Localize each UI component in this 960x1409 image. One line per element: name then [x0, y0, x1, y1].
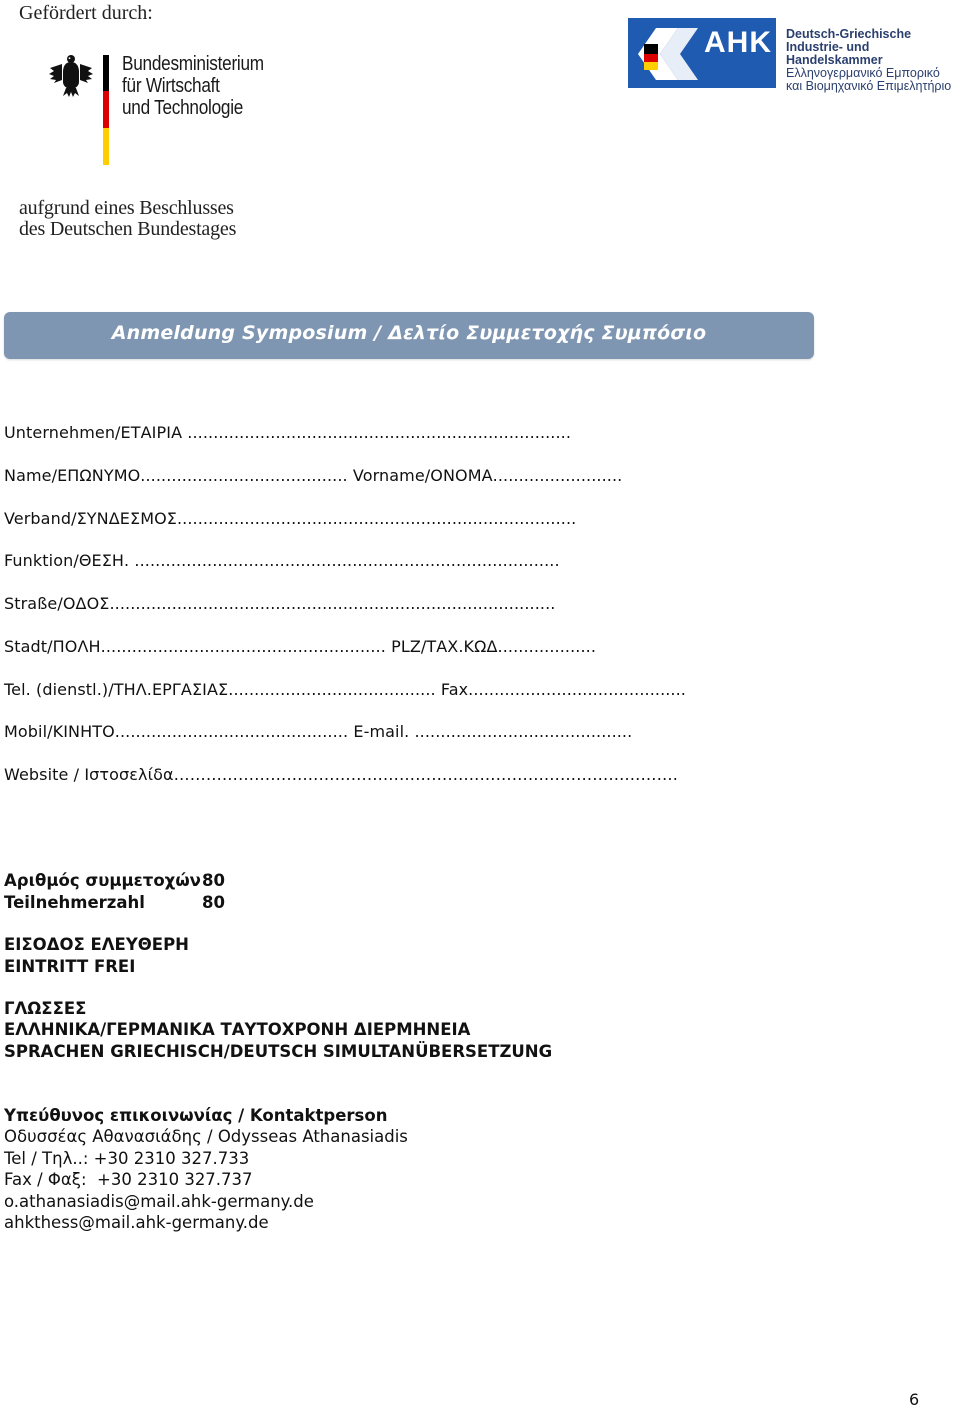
form-line-company: Unternehmen/ΕΤΑΙΡΙΑ .......................................................................... [4, 423, 572, 442]
banner-title: Anmeldung Symposium / Δελτίο Συμμετοχής Συμπόσιο [111, 322, 707, 344]
languages-heading: ΓΛΩΣΣΕΣ [4, 999, 87, 1018]
form-line-phone: Tel. (dienstl.)/ΤΗΛ.ΕΡΓΑΣΙΑΣ........................................ Fax.......................................... [4, 680, 686, 699]
form-line-city: Stadt/ΠΟΛΗ....................................................... PLZ/ΤΑΧ.ΚΩΔ................... [4, 637, 597, 656]
ahk-line-4: και Βιομηχανικό Επιμελητήριο [786, 79, 952, 93]
bmwi-line-2: für Wirtschaft [122, 75, 220, 97]
form-line-website: Website / Ιστοσελίδα…………………………………………………………………………………. [4, 765, 678, 784]
german-flag-bar [103, 55, 109, 165]
form-line-street: Straße/ΟΔΟΣ...................................................................................... [4, 594, 556, 613]
languages-greek: ΕΛΛΗΝΙΚΑ/ΓΕΡΜΑΝΙΚΑ ΤΑΥΤΟΧΡΟΝΗ ΔΙΕΡΜΗΝΕΙΑ [4, 1020, 471, 1039]
ahk-mark: AHK [704, 26, 772, 59]
participants-german-label: Teilnehmerzahl [4, 893, 145, 912]
participants-value-german: 80 [202, 893, 225, 912]
federal-eagle-icon [48, 52, 94, 98]
bmwi-name [122, 53, 264, 119]
languages-german: SPRACHEN GRIECHISCH/DEUTSCH SIMULTANÜBERSETZUNG [4, 1042, 553, 1061]
contact-heading: Υπεύθυνος επικοινωνίας / Kontaktperson [4, 1106, 388, 1125]
ahk-logo [628, 18, 960, 93]
resolution-line-1: aufgrund eines Beschlusses [19, 197, 234, 219]
contact-fax: Fax / Φαξ: +30 2310 327.737 [4, 1170, 253, 1189]
bmwi-line-3: und Technologie [122, 97, 244, 119]
bmwi-line-1: Bundesministerium [122, 53, 264, 75]
form-line-name: Name/ΕΠΩΝΥΜΟ........................................ Vorname/ΟΝΟΜΑ......................... [4, 466, 623, 485]
admission-german: EINTRITT FREI [4, 957, 136, 976]
ahk-chevron-icon [638, 24, 700, 84]
contact-email-1[interactable]: o.athanasiadis@mail.ahk-germany.de [4, 1192, 314, 1211]
registration-banner [4, 312, 814, 359]
bmwi-logo [48, 50, 288, 170]
contact-tel: Tel / Τηλ..: +30 2310 327.733 [4, 1149, 250, 1168]
resolution-line-2: des Deutschen Bundestages [19, 218, 237, 240]
participants-greek-label: Αριθμός συμμετοχών [4, 871, 201, 890]
funded-by-label: Gefördert durch: [19, 2, 153, 24]
bundestag-resolution [19, 198, 236, 240]
form-line-association: Verband/ΣΥΝΔΕΣΜΟΣ............................................................................. [4, 509, 577, 528]
ahk-line-2: Industrie- und Handelskammer [786, 40, 883, 67]
ahk-line-3: Ελληνογερμανικό Εμπορικό [786, 66, 940, 80]
form-line-mobile: Mobil/ΚΙΝΗΤΟ............................................. E-mail. .......................................... [4, 722, 633, 741]
admission-greek: ΕΙΣΟΔΟΣ ΕΛΕΥΘΕΡΗ [4, 935, 189, 954]
ahk-line-1: Deutsch-Griechische [786, 27, 912, 41]
contact-email-2[interactable]: ahkthess@mail.ahk-germany.de [4, 1213, 269, 1232]
contact-name: Οδυσσέας Αθανασιάδης / Odysseas Athanasiadis [4, 1127, 408, 1146]
form-line-position: Funktion/ΘΕΣΗ. .................................................................................. [4, 551, 560, 570]
page-number: 6 [909, 1390, 920, 1409]
ahk-name [786, 28, 960, 93]
participants-value-greek: 80 [202, 871, 225, 890]
